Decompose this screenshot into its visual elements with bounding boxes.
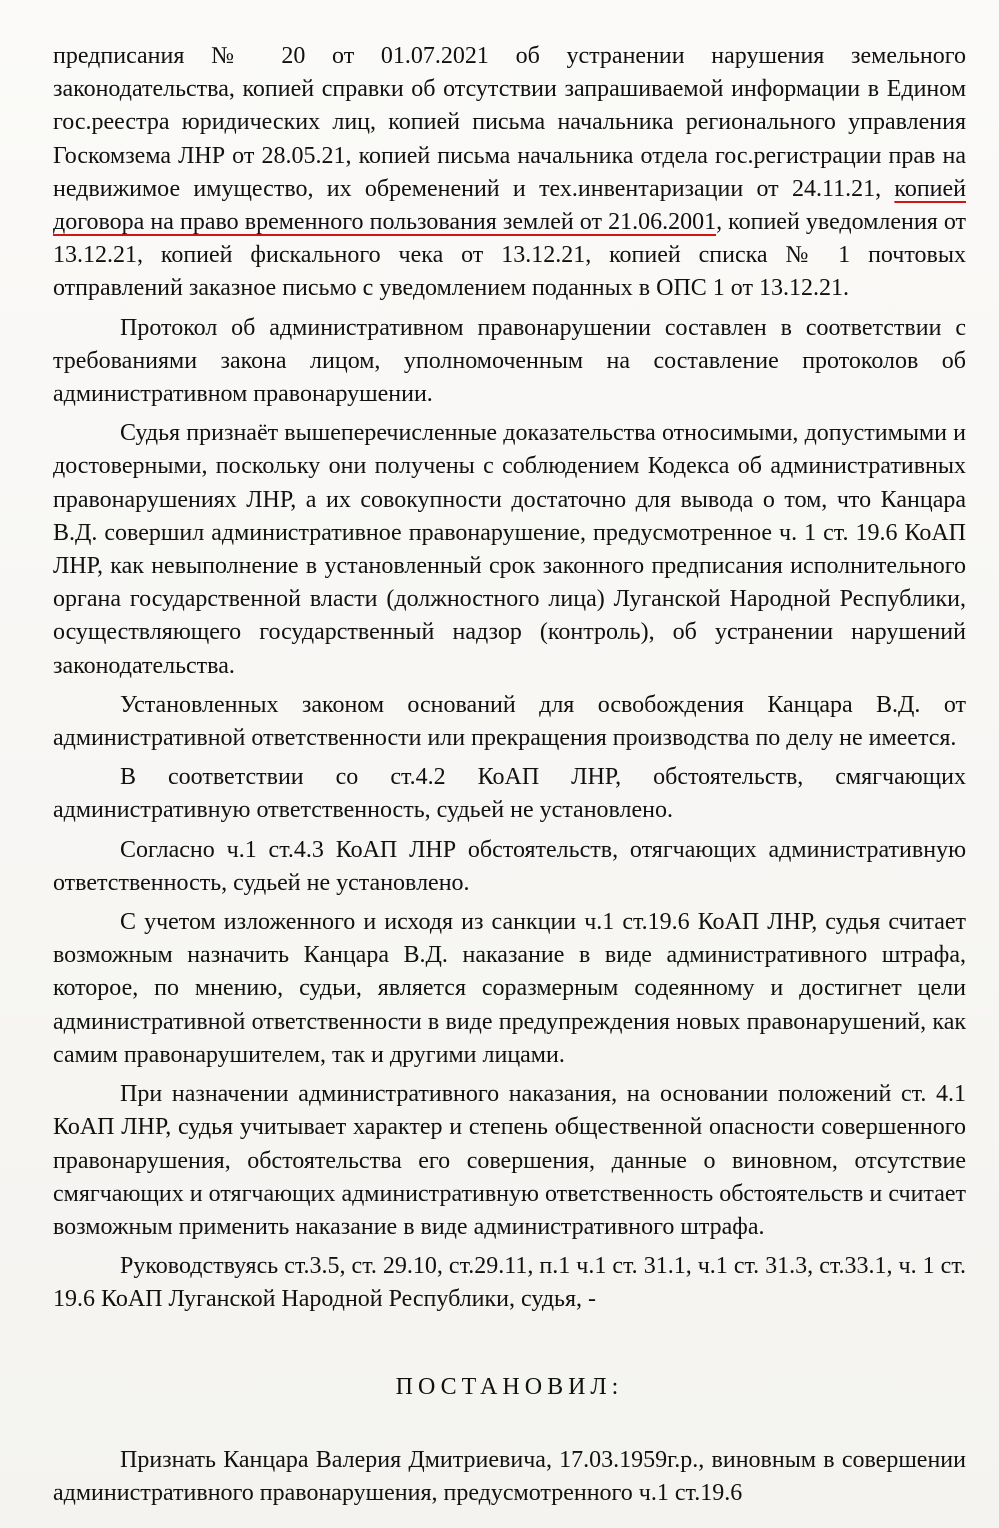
paragraph-protocol: Протокол об административном правонарушении составлен в соответствии с требованиями закона лицом, уполномоченным на составление протоколов об административном правонарушении. [53,314,966,408]
paragraph-evidence-list [53,40,966,306]
paragraph-verdict: Признать Канцара Валерия Дмитриевича, 17.03.1959г.р., виновным в совершении административного правонарушения, предусмотренного ч.1 ст.19.6 [53,1446,966,1506]
paragraph-penalty-factors: При назначении административного наказания, на основании положений ст. 4.1 КоАП ЛНР, судья учитывает характер и степень общественной опасности совершенного правонарушения, обстоятельства его совершения, данные о виновном, отсутствие смягчающих и отягчающих административную ответственность обстоятельств и считает возможным применить наказание в виде административного штрафа. [53,1081,966,1240]
ruling-heading: ПОСТАНОВИЛ: [395,1373,624,1400]
underlined-contract-reference: копией договора на право временного пользования землей от 21.06.2001 [53,175,966,236]
paragraph-judge-evaluation: Судья признаёт вышеперечисленные доказательства относимыми, допустимыми и достоверными, поскольку они получены с соблюдением Кодекса об административных правонарушениях ЛНР, а их совокупности достаточно для вывода о том, что Канцара В.Д. совершил административное правонарушение, предусмотренное ч. 1 ст. 19.6 КоАП ЛНР, как невыполнение в установленный срок законного предписания исполнительного органа государственной власти (должностного лица) Луганской Народной Республики, осуществляющего государственный надзор (контроль), об устранении нарушений законодательства. [53,420,966,679]
evidence-text-tail: , копией уведомления от 13.12.21, копией фискального чека от 13.12.21, копией списка № 1 почтовых отправлений заказное письмо с уведомлением поданных в ОПС 1 от 13.12.21. [53,209,967,302]
paragraph-no-grounds: Установленных законом оснований для освобождения Канцара В.Д. от административной ответственности или прекращения производства по делу не имеется. [53,691,966,752]
evidence-text-lead: предписания № 20 от 01.07.2021 об устранении нарушения земельного законодательства, копией справки об отсутствии запрашиваемой информации в Едином гос.реестра юридических лиц, копией письма начальника регионального управления Госкомзема ЛНР от 28.05.21, копией письма начальника отдела гос.регистрации прав на недвижимое имущество, их обременений и тех.инвентаризации от 24.11.21, [53,43,966,202]
document-body [53,40,966,1510]
paragraph-legal-basis: Руководствуясь ст.3.5, ст. 29.10, ст.29.11, п.1 ч.1 ст. 31.1, ч.1 ст. 31.3, ст.33.1, ч. 1 ст. 19.6 КоАП Луганской Народной Республики, судья, - [53,1253,966,1313]
paragraph-penalty-reasoning: С учетом изложенного и исходя из санкции ч.1 ст.19.6 КоАП ЛНР, судья считает возможным назначить Канцара В.Д. наказание в виде административного штрафа, которое, по мнению, судьи, является соразмерным содеянному и достигнет цели административной ответственности в виде предупреждения новых правонарушений, как самим правонарушителем, так и другими лицами. [53,909,966,1068]
paragraph-aggravating: Согласно ч.1 ст.4.3 КоАП ЛНР обстоятельств, отягчающих административную ответственность, судьей не установлено. [53,836,966,896]
paragraph-mitigating: В соответствии со ст.4.2 КоАП ЛНР, обстоятельств, смягчающих административную ответственность, судьей не установлено. [53,764,966,824]
